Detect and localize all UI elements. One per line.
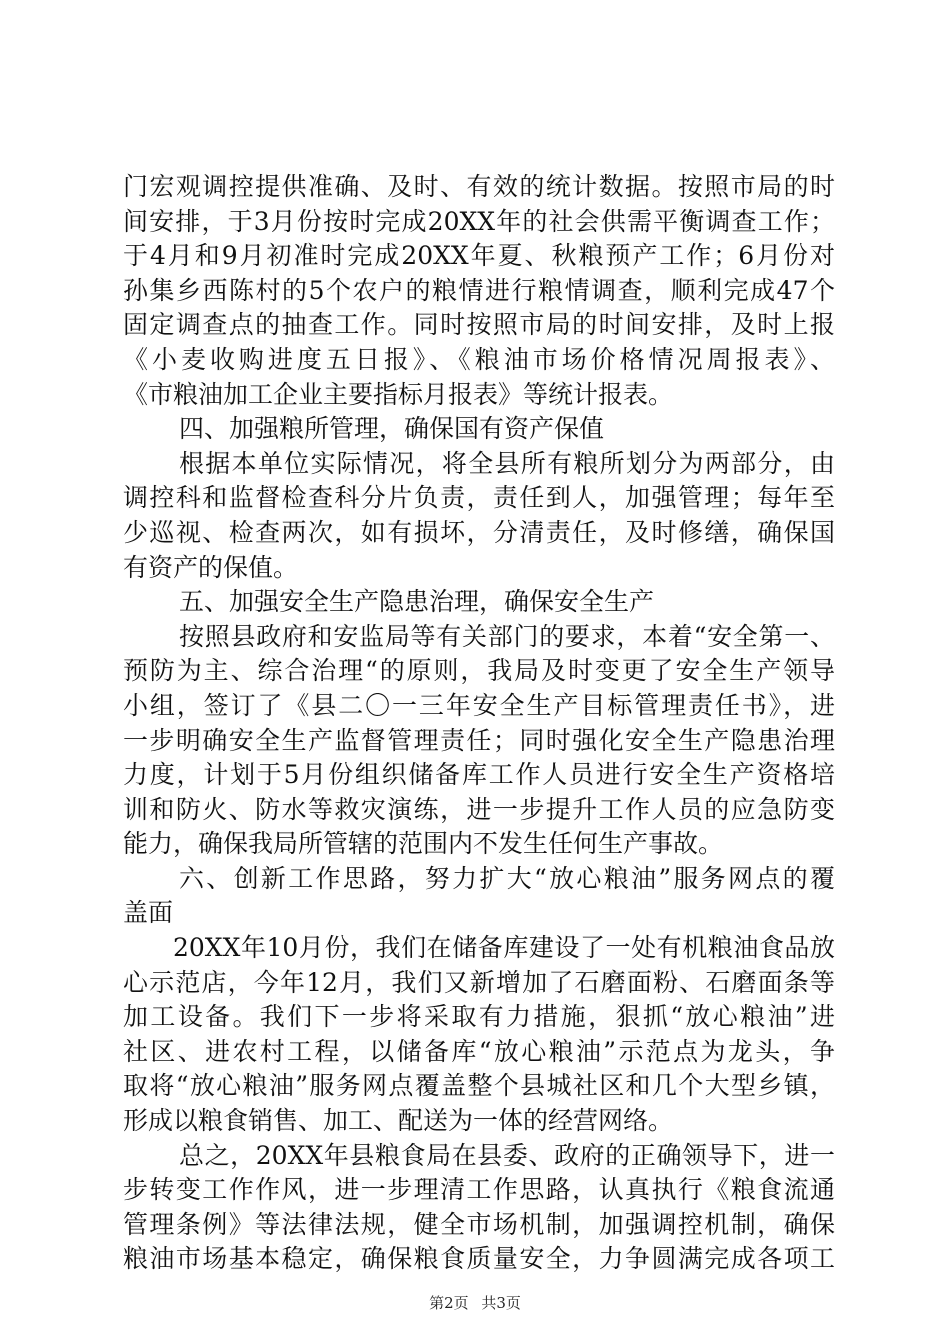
text-line: 调控科和监督检查科分片负责，责任到人，加强管理；每年至 xyxy=(123,483,835,513)
page-footer xyxy=(0,1293,950,1313)
text-line: 粮油市场基本稳定，确保粮食质量安全，力争圆满完成各项工 xyxy=(123,1244,835,1274)
page-number: 第2页 xyxy=(429,1294,469,1312)
text-line: 于4月和9月初准时完成20XX年夏、秋粮预产工作；6月份对 xyxy=(123,241,835,271)
text-line: 20XX年10月份，我们在储备库建设了一处有机粮油食品放 xyxy=(173,933,835,963)
text-line: 间安排，于3月份按时完成20XX年的社会供需平衡调查工作； xyxy=(123,206,835,236)
page-total: 共3页 xyxy=(481,1294,521,1312)
text-line: 固定调查点的抽查工作。同时按照市局的时间安排，及时上报 xyxy=(123,310,835,340)
text-line: 《市粮油加工企业主要指标月报表》等统计报表。 xyxy=(123,379,674,409)
text-line: 形成以粮食销售、加工、配送为一体的经营网络。 xyxy=(123,1106,674,1136)
section-heading: 六、创新工作思路，努力扩大“放心粮油”服务网点的覆 xyxy=(179,863,835,893)
text-line: 预防为主、综合治理“的原则，我局及时变更了安全生产领导 xyxy=(123,656,835,686)
text-line: 按照县政府和安监局等有关部门的要求，本着“安全第一、 xyxy=(179,621,835,651)
document-body xyxy=(123,170,835,1277)
text-line: 一步明确安全生产监督管理责任；同时强化安全生产隐患治理 xyxy=(123,725,835,755)
text-line: 少巡视、检查两次，如有损坏，分清责任，及时修缮，确保国 xyxy=(123,517,835,547)
text-line: 步转变工作作风，进一步理清工作思路，认真执行《粮食流通 xyxy=(123,1175,835,1205)
section-heading: 五、加强安全生产隐患治理，确保安全生产 xyxy=(179,587,655,617)
text-line: 有资产的保值。 xyxy=(123,552,299,582)
text-line: 总之，20XX年县粮食局在县委、政府的正确领导下，进一 xyxy=(179,1140,835,1170)
section-heading: 盖面 xyxy=(123,898,174,928)
text-line: 门宏观调控提供准确、及时、有效的统计数据。按照市局的时 xyxy=(123,172,835,201)
text-line: 孙集乡西陈村的5个农户的粮情进行粮情调查，顺利完成47个 xyxy=(123,275,835,305)
text-line: 加工设备。我们下一步将采取有力措施，狠抓“放心粮油”进 xyxy=(123,1002,835,1032)
text-line: 根据本单位实际情况，将全县所有粮所划分为两部分，由 xyxy=(179,448,835,478)
text-line: 小组，签订了《县二〇一三年安全生产目标管理责任书》，进 xyxy=(123,690,835,720)
text-line: 取将“放心粮油”服务网点覆盖整个县城社区和几个大型乡镇， xyxy=(123,1071,835,1101)
text-line: 能力，确保我局所管辖的范围内不发生任何生产事故。 xyxy=(123,829,724,859)
text-line: 心示范店，今年12月，我们又新增加了石磨面粉、石磨面条等 xyxy=(123,967,835,997)
text-line: 力度，计划于5月份组织储备库工作人员进行安全生产资格培 xyxy=(123,760,835,790)
text-line: 《小麦收购进度五日报》、《粮油市场价格情况周报表》、 xyxy=(123,344,835,374)
text-line: 社区、进农村工程，以储备库“放心粮油”示范点为龙头，争 xyxy=(123,1036,835,1066)
text-line: 管理条例》等法律法规，健全市场机制，加强调控机制，确保 xyxy=(123,1209,835,1239)
text-line: 训和防火、防水等救灾演练，进一步提升工作人员的应急防变 xyxy=(123,794,835,824)
section-heading: 四、加强粮所管理，确保国有资产保值 xyxy=(179,414,605,444)
